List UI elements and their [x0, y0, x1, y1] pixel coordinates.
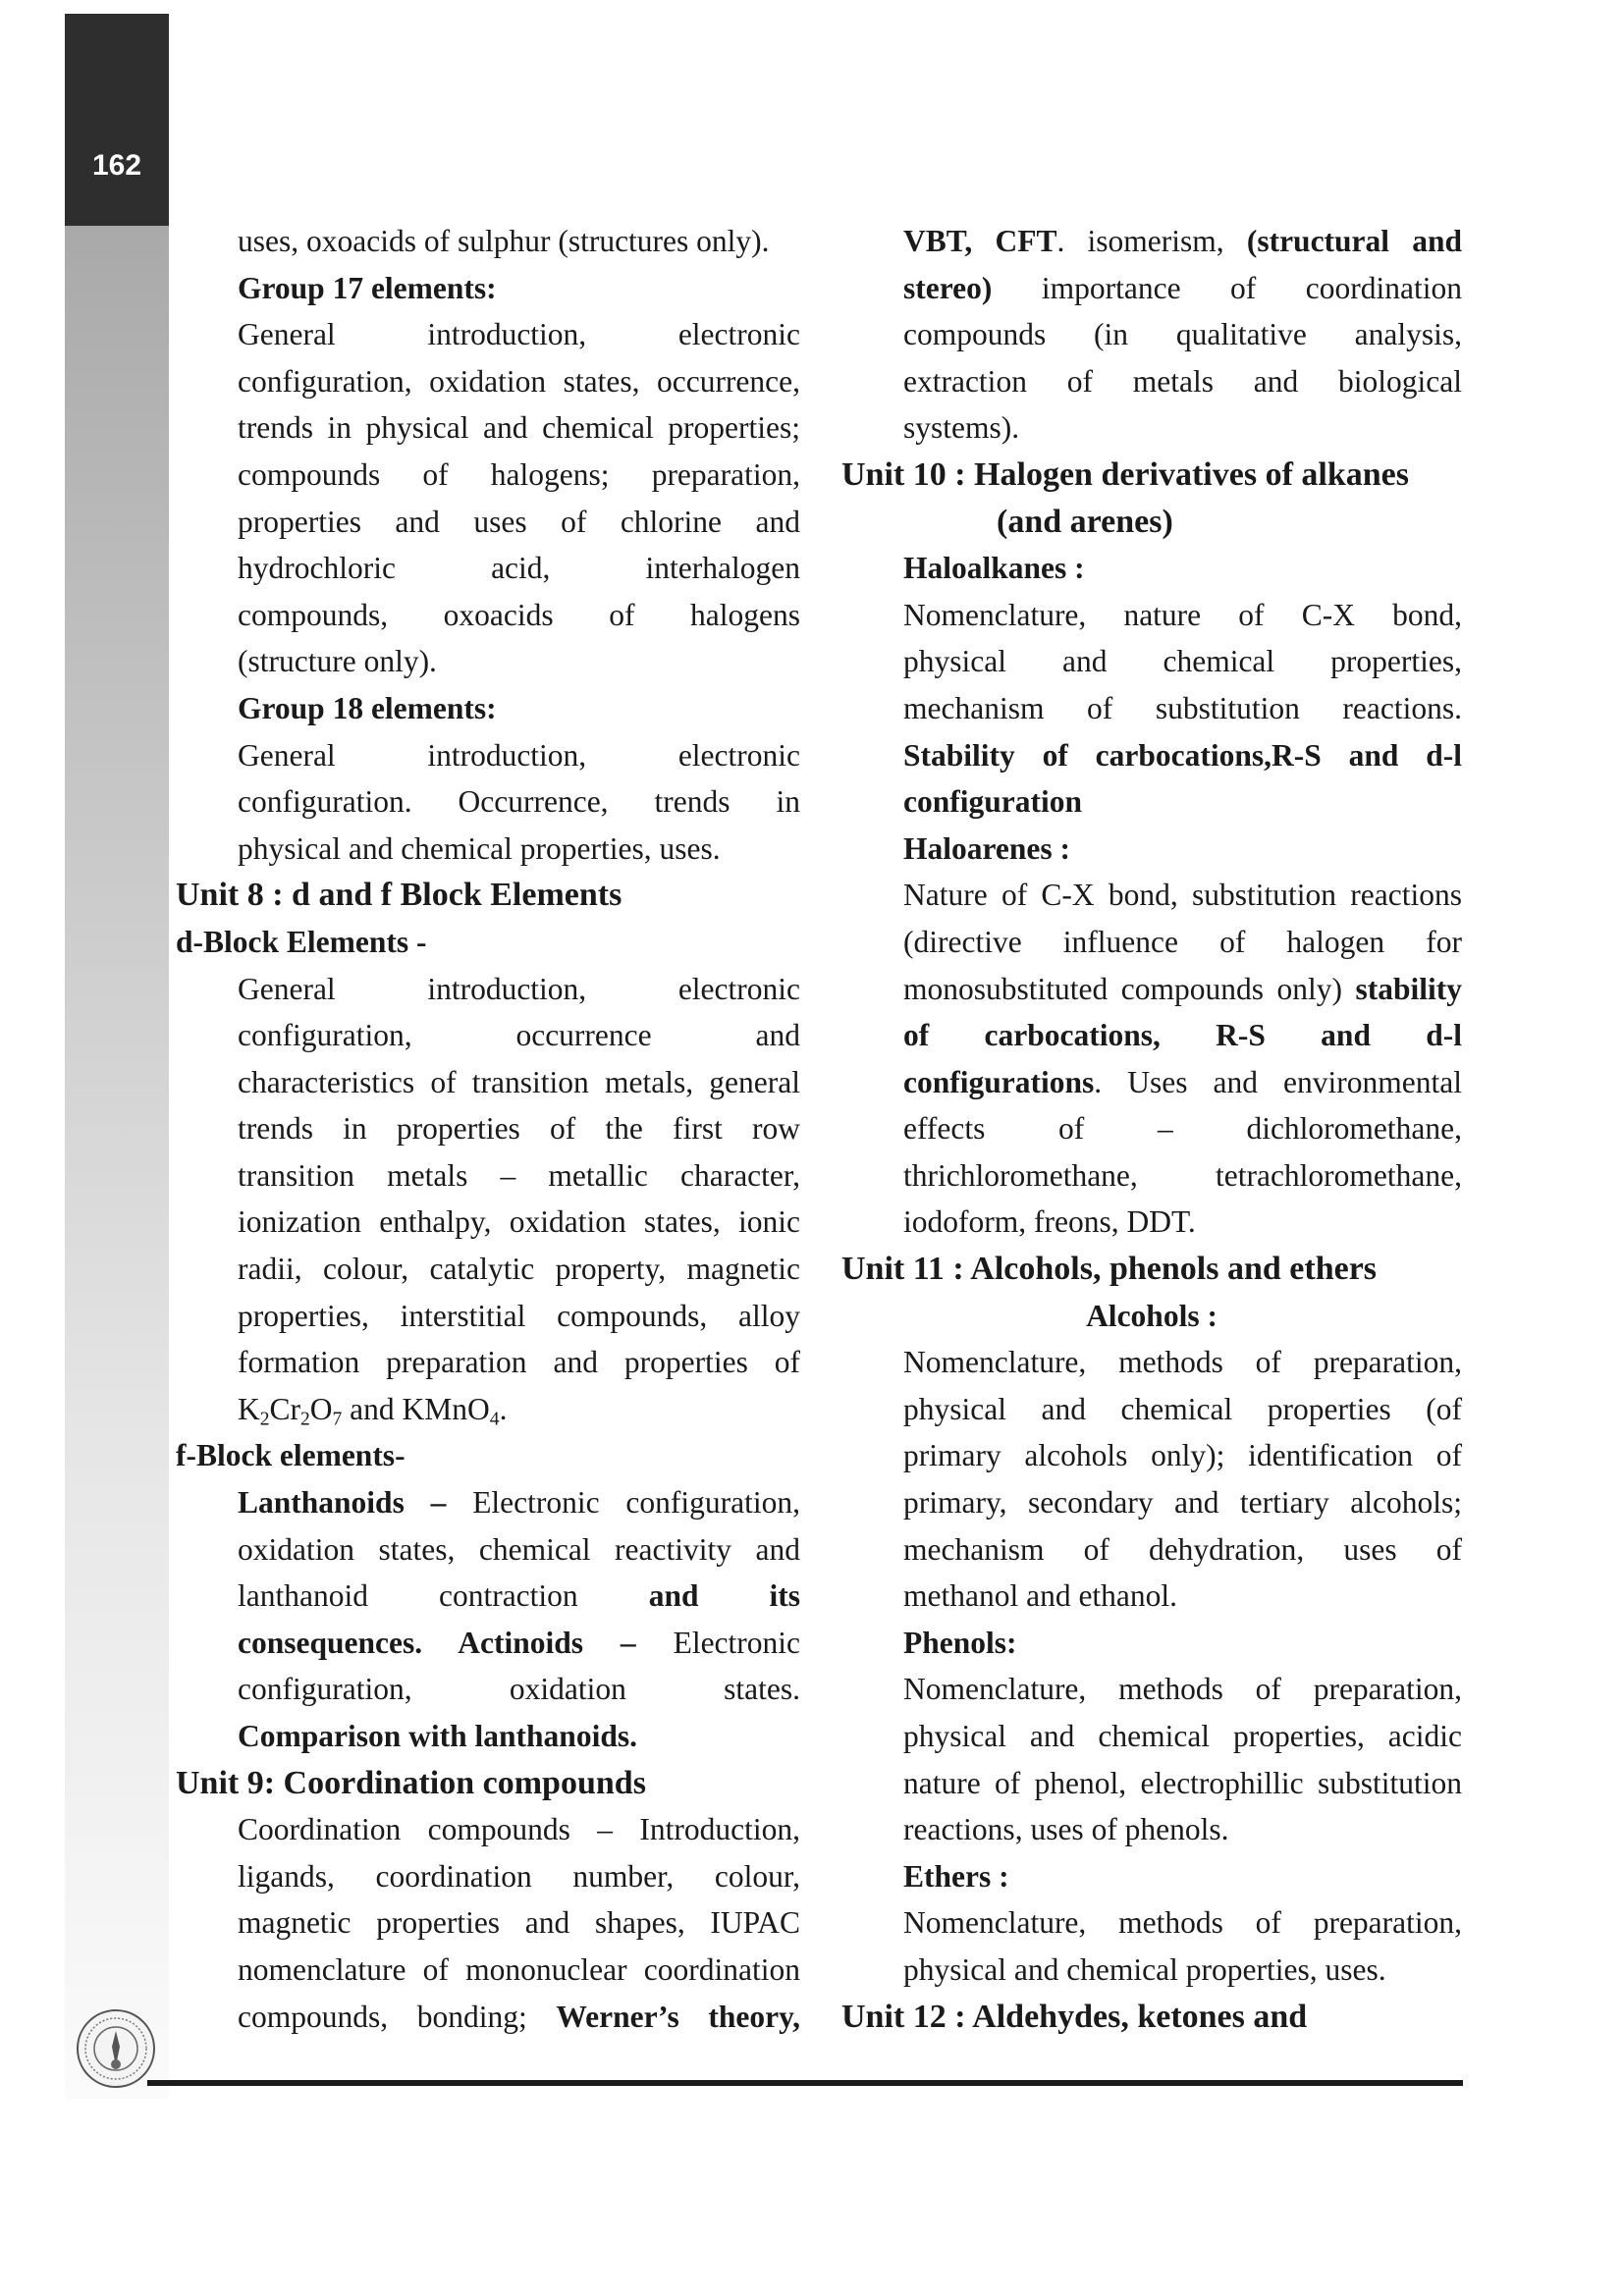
text-line: physical and chemical properties, [903, 644, 1462, 679]
text-line [176, 1573, 800, 1620]
text-line: reactions, uses of phenols. [903, 1812, 1229, 1847]
page-number: 162 [91, 149, 142, 182]
text-line: uses, oxoacids of sulphur (structures only). [238, 224, 770, 258]
text-line [176, 1620, 800, 1667]
text-line: Coordination compounds – Introduction, [238, 1812, 800, 1847]
text-line: trends in physical and chemical properties; [238, 410, 800, 446]
right-column [841, 218, 1462, 2040]
text-line: extraction of metals and biological [903, 363, 1462, 399]
text-line: properties and uses of chlorine and [238, 504, 800, 539]
unit-heading: (and arenes) [997, 503, 1173, 540]
text-line: configuration. Occurrence, trends in [238, 784, 800, 820]
text-line: nature of phenol, electrophillic substitution [903, 1765, 1462, 1800]
left-column [176, 218, 800, 2040]
formula-subscript: 7 [332, 1409, 343, 1430]
unit-heading: Unit 11 : Alcohols, phenols and ethers [841, 1251, 1378, 1288]
text-run: consequences. Actinoids – [238, 1625, 636, 1660]
chemical-formula-line [176, 1386, 800, 1433]
text-run: compounds, bonding; [238, 1999, 557, 2034]
text-line: Nomenclature, methods of preparation, [903, 1345, 1462, 1380]
text-run: stereo) [903, 270, 993, 305]
text-line [841, 218, 1462, 265]
formula-text: O [309, 1391, 333, 1426]
text-line: Group 17 elements: [238, 270, 497, 305]
text-line: (structure only). [238, 644, 437, 679]
text-line: systems). [903, 410, 1020, 446]
text-run: . Uses and environmental [1094, 1064, 1462, 1099]
text-run: and its [648, 1578, 800, 1614]
text-line [841, 966, 1462, 1013]
text-line: Phenols: [903, 1625, 1017, 1660]
text-run: importance of coordination [992, 270, 1462, 305]
text-line: physical and chemical properties, acidic [903, 1719, 1462, 1753]
formula-subscript: 4 [489, 1409, 500, 1430]
text-line: Haloalkanes : [903, 551, 1085, 586]
text-run: Werner’s theory, [556, 1999, 801, 2034]
text-line: configuration, oxidation states, occurrence, [238, 363, 800, 399]
text-line: (directive influence of halogen for [903, 924, 1462, 959]
text-line: General introduction, electronic [238, 971, 800, 1006]
text-line: of carbocations, R-S and d-l [903, 1018, 1462, 1053]
text-line: physical and chemical properties, uses. [903, 1951, 1386, 1987]
text-line: mechanism of substitution reactions. [903, 690, 1462, 725]
text-line: compounds, oxoacids of halogens [238, 597, 800, 632]
text-line: oxidation states, chemical reactivity and [238, 1531, 800, 1567]
text-line: configuration [903, 784, 1083, 820]
text-run: stability [1355, 971, 1462, 1006]
text-line: formation preparation and properties of [238, 1345, 800, 1380]
text-line: General introduction, electronic [238, 737, 800, 773]
text-line: physical and chemical properties (of [903, 1391, 1462, 1426]
text-line: Comparison with lanthanoids. [238, 1719, 637, 1753]
text-line: compounds of halogens; preparation, [238, 456, 800, 492]
text-line: hydrochloric acid, interhalogen [238, 551, 800, 586]
text-line: Alcohols : [1086, 1298, 1217, 1333]
text-line: mechanism of dehydration, uses of [903, 1531, 1462, 1567]
text-line: General introduction, electronic [238, 317, 800, 352]
text-line: iodoform, freons, DDT. [903, 1204, 1196, 1240]
unit-heading: Unit 8 : d and f Block Elements [176, 877, 622, 914]
text-line: Stability of carbocations,R-S and d-l [903, 737, 1462, 773]
text-line: effects of – dichloromethane, [903, 1111, 1462, 1147]
text-run: VBT, CFT [903, 224, 1057, 258]
text-line: ligands, coordination number, colour, [238, 1858, 800, 1894]
text-line: Nature of C-X bond, substitution reactions [903, 878, 1462, 913]
text-line: primary alcohols only); identification of [903, 1438, 1462, 1473]
text-line: characteristics of transition metals, general [238, 1064, 800, 1099]
text-line [176, 1994, 800, 2041]
text-line: configuration, oxidation states. [238, 1672, 800, 1707]
formula-subscript: 2 [300, 1409, 310, 1430]
text-line: Nomenclature, nature of C-X bond, [903, 597, 1462, 632]
text-line: Ethers : [903, 1858, 1009, 1894]
text-line: properties, interstitial compounds, alloy [238, 1298, 800, 1333]
formula-text: K [238, 1391, 260, 1426]
text-line: transition metals – metallic character, [238, 1157, 800, 1193]
text-line: trends in properties of the first row [238, 1111, 800, 1147]
formula-text: . [499, 1391, 508, 1426]
page-number-tab [65, 14, 169, 226]
text-line: Nomenclature, methods of preparation, [903, 1672, 1462, 1707]
text-line [841, 265, 1462, 312]
text-line: thrichloromethane, tetrachloromethane, [903, 1157, 1462, 1193]
text-run: configurations [903, 1064, 1095, 1099]
formula-text: and KMnO [342, 1391, 490, 1426]
text-line: methanol and ethanol. [903, 1578, 1178, 1614]
text-run: lanthanoid contraction [238, 1578, 649, 1614]
text-line: radii, colour, catalytic property, magnetic [238, 1252, 800, 1287]
text-line: Group 18 elements: [238, 690, 497, 725]
unit-heading: Unit 10 : Halogen derivatives of alkanes [841, 455, 1409, 493]
text-line: primary, secondary and tertiary alcohols; [903, 1485, 1462, 1521]
text-run: Electronic [635, 1625, 801, 1660]
formula-text: Cr [269, 1391, 301, 1426]
unit-heading: Unit 12 : Aldehydes, ketones and [841, 1998, 1308, 2035]
text-run: monosubstituted compounds only) [903, 971, 1356, 1006]
text-line: Haloarenes : [903, 830, 1071, 866]
text-line: nomenclature of mononuclear coordination [238, 1951, 800, 1987]
text-run: (structural and [1246, 224, 1462, 258]
margin-gradient-bar [65, 226, 169, 2099]
text-line: configuration, occurrence and [238, 1018, 800, 1053]
formula-subscript: 2 [259, 1409, 270, 1430]
text-line: physical and chemical properties, uses. [238, 830, 721, 866]
text-run: Electronic configuration, [446, 1485, 800, 1521]
text-line: d-Block Elements - [176, 924, 427, 959]
text-line: Nomenclature, methods of preparation, [903, 1905, 1462, 1941]
bottom-rule [147, 2080, 1463, 2086]
emblem-seal-icon [75, 2007, 157, 2090]
text-line: magnetic properties and shapes, IUPAC [238, 1905, 800, 1941]
text-line [176, 1479, 800, 1526]
unit-heading: Unit 9: Coordination compounds [176, 1764, 646, 1801]
text-line: f-Block elements- [176, 1438, 406, 1473]
text-line: ionization enthalpy, oxidation states, ionic [238, 1204, 800, 1240]
text-run: Lanthanoids – [238, 1485, 447, 1521]
text-run: . isomerism, [1056, 224, 1247, 258]
text-line: compounds (in qualitative analysis, [903, 317, 1462, 352]
text-line [841, 1059, 1462, 1106]
